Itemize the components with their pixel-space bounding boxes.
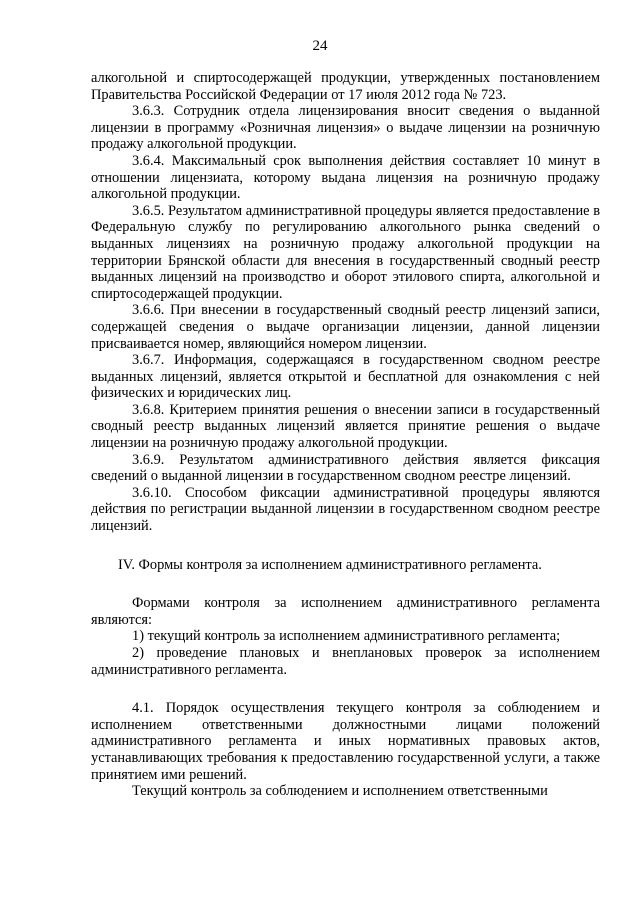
list-item-inspections: 2) проведение плановых и внеплановых проверок за исполнением административного регламента. <box>91 645 600 678</box>
paragraph-3-6-4: 3.6.4. Максимальный срок выполнения действия составляет 10 минут в отношении лицензиата, которому выдана лицензия на розничную продажу алкогольной продукции. <box>91 152 600 203</box>
paragraph-continuation: алкогольной и спиртосодержащей продукции, утвержденных постановлением Правительства Российской Федерации от 17 июля 2012 года № 723. <box>91 70 600 103</box>
spacer <box>91 573 600 595</box>
spacer <box>91 678 600 700</box>
paragraph-3-6-7: 3.6.7. Информация, содержащаяся в государственном сводном реестре выданных лицензий, является открытой и бесплатной для ознакомления с ней физических и юридических лиц. <box>91 352 600 402</box>
paragraph-3-6-9: 3.6.9. Результатом административного действия является фиксация сведений о выданной лицензии в государственном сводном реестре лицензий. <box>91 451 600 485</box>
list-item-current-control: 1) текущий контроль за исполнением административного регламента; <box>132 628 561 645</box>
paragraph-3-6-10: 3.6.10. Способом фиксации административной процедуры являются действия по регистрации выданной лицензии в государственном сводном реестре лицензий. <box>91 484 600 535</box>
paragraph-3-6-5: 3.6.5. Результатом административной процедуры является предоставление в Федеральную службу по регулированию алкогольного рынка сведений о выданных лицензиях на розничную продажу алкогольной продукции на территории Брянской области для внесения в государственный сводный реестр выданных лицензий на производство и оборот этилового спирта, алкогольной и спиртосодержащей продукции. <box>91 202 600 302</box>
paragraph-4-1: 4.1. Порядок осуществления текущего контроля за соблюдением и исполнением ответственными должностными лицами положений административного регламента и иных нормативных правовых актов, устанавливающих требования к предоставлению государственной услуги, а также принятием ими решений. <box>91 700 600 783</box>
paragraph-current-control: Текущий контроль за соблюдением и исполнением ответственными <box>132 783 548 800</box>
document-body <box>91 70 600 800</box>
section-heading: IV. Формы контроля за исполнением административного регламента. <box>118 556 542 573</box>
paragraph-3-6-6: 3.6.6. При внесении в государственный сводный реестр лицензий записи, содержащей сведения о выдаче организации лицензии, данной лицензии присваивается номер, являющийся номером лицензии. <box>91 302 600 352</box>
paragraph-3-6-3: 3.6.3. Сотрудник отдела лицензирования вносит сведения о выданной лицензии в программу «Розничная лицензия» о выдаче лицензии на розничную продажу алкогольной продукции. <box>91 103 600 153</box>
page-number: 24 <box>312 38 328 54</box>
spacer <box>91 535 600 557</box>
paragraph-control-forms: Формами контроля за исполнением административного регламента являются: <box>91 595 600 628</box>
paragraph-3-6-8: 3.6.8. Критерием принятия решения о внесении записи в государственный сводный реестр выданных лицензий является принятие решения о выдаче лицензии на розничную продажу алкогольной продукции. <box>91 401 600 452</box>
